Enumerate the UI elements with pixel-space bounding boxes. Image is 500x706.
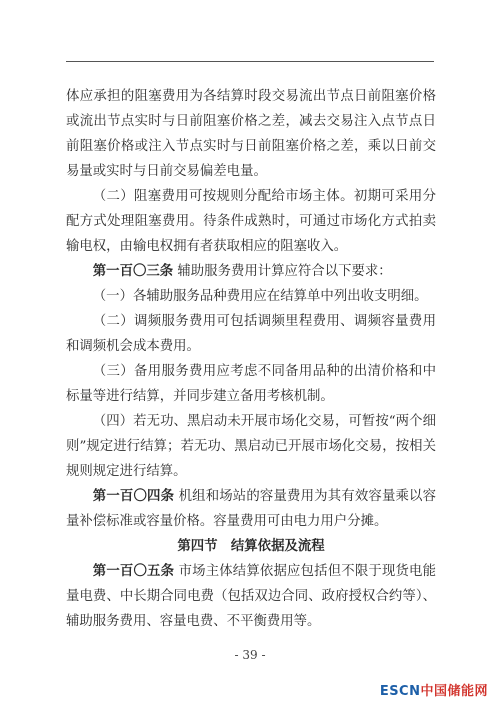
- article-text: 辅助服务费用计算应符合以下要求：: [173, 264, 392, 279]
- article-label: 第一百〇三条: [92, 263, 174, 279]
- article-label: 第一百〇五条: [92, 563, 175, 579]
- body-paragraph: （四）若无功、黑启动未开展市场化交易，可暂按“两个细则”规定进行结算；若无功、黑启动已开展市场化交易，按相关规则规定进行结算。: [66, 414, 436, 479]
- page-number: - 39 -: [234, 648, 266, 662]
- body-paragraph: （三）备用服务费用应考虑不同备用品种的出清价格和中标量等进行结算，并同步建立备用考核机制。: [66, 364, 436, 404]
- header-rule: [66, 61, 434, 62]
- article-text: 机组和场站的容量费用为其有效容量乘以容量补偿标准或容量价格。容量费用可由电力用户分摊。: [66, 489, 437, 529]
- body-paragraph: （二）阻塞费用可按规则分配给市场主体。初期可采用分配方式处理阻塞费用。待条件成熟时，可通过市场化方式拍卖输电权，由输电权拥有者获取相应的阻塞收入。: [66, 189, 436, 254]
- body-paragraph: 体应承担的阻塞费用为各结算时段交易流出节点日前阻塞价格或流出节点实时与日前阻塞价格之差，减去交易注入点节点日前阻塞价格或注入节点实时与日前阻塞价格之差，乘以日前交易量或实时与日前交易偏差电量。: [66, 89, 436, 179]
- body-paragraph: （二）调频服务费用可包括调频里程费用、调频容量费用和调频机会成本费用。: [66, 314, 436, 354]
- article-paragraph: [66, 484, 436, 534]
- escn-watermark-logo: [380, 680, 488, 699]
- watermark-escn: ESCN: [379, 684, 421, 699]
- body-paragraph: （一）各辅助服务品种费用应在结算单中列出收支明细。: [92, 289, 428, 304]
- article-paragraph: [66, 559, 436, 634]
- section-heading: 第四节 结算依据及流程: [177, 538, 325, 554]
- article-text: 市场主体结算依据应包括但不限于现货电能量电费、中长期合同电费（包括双边合同、政府授权合约等）、辅助服务费用、容量电费、不平衡费用等。: [66, 564, 437, 629]
- watermark-cn: 中国储能网: [420, 684, 488, 699]
- article-label: 第一百〇四条: [92, 488, 175, 504]
- document-body: [66, 84, 436, 634]
- article-paragraph: [66, 259, 436, 284]
